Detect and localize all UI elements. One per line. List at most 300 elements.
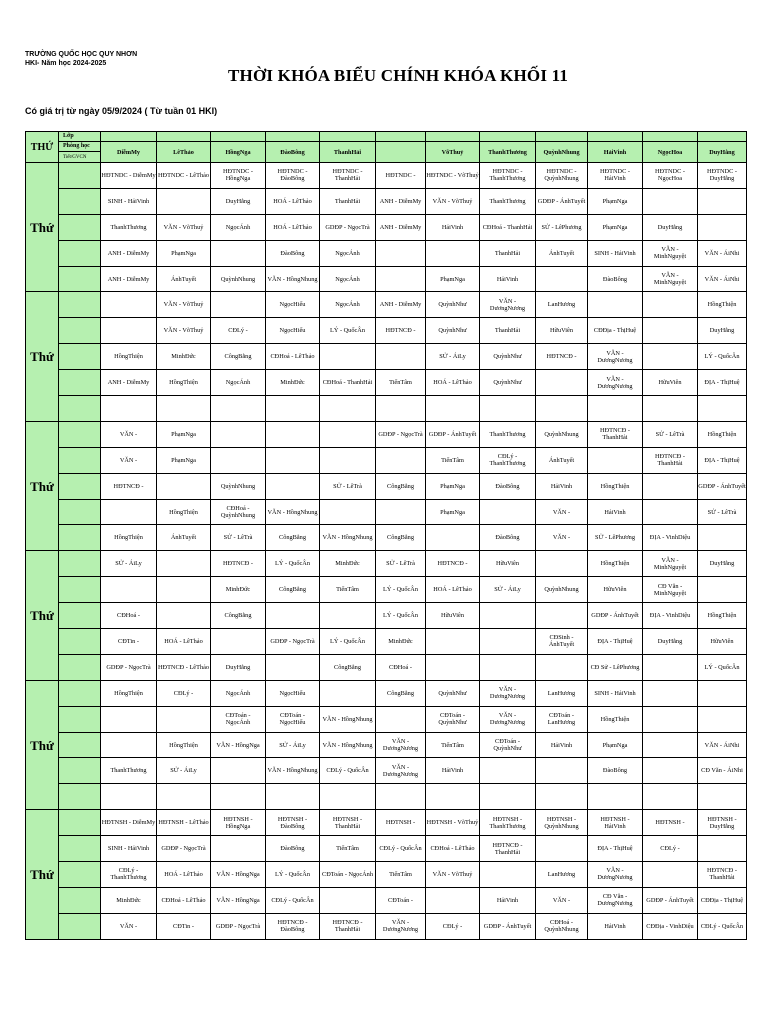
lesson-text: GDĐP - NgọcTrà [270,637,315,645]
lesson-cell [266,654,320,680]
lesson-text: SINH - HảiVinh [107,197,150,205]
lesson-cell [480,421,536,447]
lesson-cell [376,913,426,939]
lesson-cell [698,654,747,680]
period-cell [59,499,101,525]
period-cell [59,396,101,422]
lesson-cell [376,887,426,913]
lesson-text: SỬ - ÁiLy [170,767,197,775]
lesson-cell [211,163,266,189]
lesson-cell [376,473,426,499]
lesson-text: LanHương [547,689,576,697]
lesson-cell [376,706,426,732]
lesson-cell [698,396,747,422]
lesson-cell [698,188,747,214]
lesson-cell [211,396,266,422]
lesson-text: HĐTNSH - DuyHằng [707,815,737,830]
lesson-text: HĐTNSH - LêThảo [158,819,209,827]
header-blank-cell [376,132,426,142]
lesson-cell [643,913,698,939]
lesson-text: HĐTNDC - [385,171,416,179]
lesson-cell [426,706,480,732]
lesson-cell [211,577,266,603]
lesson-text: DuyHằng [709,560,735,568]
lesson-cell [426,214,480,240]
lesson-text: ĐàoBông [602,275,628,283]
lesson-cell [211,421,266,447]
lesson-text: HồngThiện [169,508,198,516]
lesson-cell [376,318,426,344]
period-cell [59,266,101,292]
lesson-cell [376,240,426,266]
lesson-text: VĂN - [552,534,571,542]
lesson-cell [211,292,266,318]
period-cell [59,706,101,732]
lesson-text: VĂN - MinhNguyệt [653,272,687,286]
lesson-cell [157,447,211,473]
lesson-text: HĐTNCĐ - ĐàoBông [277,919,308,934]
lesson-cell [320,499,376,525]
lesson-cell [211,499,266,525]
lesson-cell [480,318,536,344]
lesson-cell [588,421,643,447]
lesson-cell [211,447,266,473]
lesson-text: VĂN - VõThuỷ [163,327,204,335]
period-cell [59,732,101,758]
lesson-text: PhạmNga [440,482,465,490]
lesson-cell [266,836,320,862]
lesson-text: CĐHoá - QuỳnhNhung [544,919,579,934]
lesson-text: VĂN - HồngNhung [322,534,373,542]
lesson-text: SỬ - ÁiLy [439,353,466,361]
timetable-row [26,629,747,655]
lesson-cell [101,887,157,913]
lesson-text: CĐToán - NgọcHiếu [279,712,306,727]
lesson-cell [376,577,426,603]
lesson-text: HOÁ - LêThảo [273,223,312,231]
lesson-cell [536,292,588,318]
lesson-cell [101,654,157,680]
lesson-text: SỬ - ÁiLy [494,586,521,594]
lesson-cell [157,473,211,499]
lesson-text: CĐLý - QuốcÂn [271,896,314,904]
lesson-text: SINH - HảiVinh [594,689,636,697]
lesson-cell [211,862,266,888]
lesson-text: CĐLý - QuốcÂn [700,922,744,930]
lesson-cell [426,240,480,266]
lesson-cell [101,214,157,240]
lesson-cell [536,629,588,655]
lesson-text: ĐàoBông [280,845,305,853]
header-blank-cell [588,132,643,142]
lesson-cell [211,654,266,680]
lesson-text: ANH - DiễmMy [107,379,150,387]
lesson-text: HồngThiện [600,715,630,723]
lesson-text: HOÁ - LêThảo [164,870,203,878]
lesson-cell [480,163,536,189]
lesson-text: HảiVinh [496,275,519,283]
lesson-text: HĐTNSH - QuỳnhNhung [544,815,579,830]
timetable-row [26,836,747,862]
lesson-text: HồngThiện [707,612,737,620]
lesson-text: MinhĐức [388,637,413,645]
lesson-cell [101,603,157,629]
lesson-cell [536,706,588,732]
lesson-text: CĐ Văn - ÁiNhi [701,767,743,775]
lesson-text: CĐToán - NgọcÁnh [225,712,251,727]
lesson-cell [588,499,643,525]
lesson-text: HữuViên [550,327,573,335]
lesson-cell [588,810,643,836]
lesson-cell [266,577,320,603]
lesson-text: QuỳnhNhư [438,301,467,309]
lesson-text: HĐTNSH - HồngNga [223,815,253,830]
lesson-text: VĂN - DươngNương [489,297,526,312]
period-cell [59,810,101,836]
lesson-text: MinhĐức [280,379,305,387]
lesson-text: CĐLý - [660,845,680,853]
day-label: Thứ [26,421,59,550]
class-teacher-header: DuyHằng [698,142,747,163]
lesson-cell [536,421,588,447]
lesson-text: VĂN - [552,896,571,904]
lesson-cell [101,188,157,214]
lesson-text: HảiVinh [441,767,464,775]
lesson-text: VĂN - VõThuỷ [432,870,473,878]
lesson-cell [266,887,320,913]
lesson-text: CĐHoá - ThanhHải [322,379,373,387]
lesson-cell [426,370,480,396]
lesson-cell [101,292,157,318]
lesson-cell [426,810,480,836]
lesson-cell [643,629,698,655]
lesson-cell [320,292,376,318]
lesson-cell [266,292,320,318]
school-name: TRƯỜNG QUỐC HỌC QUY NHƠN [25,51,138,58]
lesson-text: CĐToán - NgọcÁnh [322,870,373,878]
lesson-cell [320,654,376,680]
lesson-cell [266,603,320,629]
period-cell [59,421,101,447]
lesson-cell [211,318,266,344]
lesson-cell [376,629,426,655]
lesson-cell [588,396,643,422]
period-cell [59,344,101,370]
timetable-row [26,266,747,292]
lesson-cell [157,266,211,292]
lesson-cell [588,654,643,680]
lesson-text: QuỳnhNhư [493,353,522,361]
lesson-text: HảiVinh [550,741,573,749]
lesson-cell [698,887,747,913]
lesson-cell [426,551,480,577]
class-teacher-header: NgọcHoa [643,142,698,163]
lesson-cell [643,292,698,318]
timetable-row [26,732,747,758]
lesson-cell [266,862,320,888]
lesson-cell [211,370,266,396]
lesson-text: DuyHằng [225,197,251,205]
lesson-cell [157,188,211,214]
lesson-cell [480,499,536,525]
lesson-text: HồngThiện [600,560,630,568]
lesson-text: HĐTNDC - DuyHằng [707,168,737,183]
lesson-cell [157,784,211,810]
lesson-text: HồngThiện [600,482,630,490]
lesson-cell [588,240,643,266]
lesson-cell [211,240,266,266]
lesson-text: ĐàoBông [495,534,520,542]
lesson-text: CĐ Văn - DươngNương [597,893,633,908]
lesson-text: ÁnhTuyết [170,534,197,542]
lesson-text: ĐỊA - VinhDiệu [649,612,691,620]
class-teacher-header: ThanhThương [480,142,536,163]
lesson-text: DuyHằng [225,663,251,671]
lesson-text: LÝ - QuốcÂn [330,327,365,335]
lesson-text: HĐTNDC - VõThuỷ [426,171,479,179]
lesson-cell [536,551,588,577]
lesson-cell [480,188,536,214]
lesson-cell [480,706,536,732]
period-cell [59,447,101,473]
lesson-cell [211,603,266,629]
lesson-cell [698,214,747,240]
lesson-cell [698,266,747,292]
lesson-cell [698,421,747,447]
lesson-text: CĐLý - [442,922,463,930]
lesson-cell [480,266,536,292]
lesson-text: GDĐP - ÁnhTuyết [698,482,746,490]
lesson-text: HĐTNSH - ThanhHải [332,815,363,830]
lesson-text: CĐTin - [118,637,139,645]
day-label: Thứ [26,163,59,292]
lesson-text: GDĐP - NgọcTrà [106,663,151,671]
lesson-cell [643,784,698,810]
period-cell [59,680,101,706]
lesson-cell [320,887,376,913]
lesson-text: CôngBằng [224,353,252,361]
lesson-cell [157,758,211,784]
period-cell [59,629,101,655]
lesson-text: CĐĐịa - ThịHuệ [593,327,637,335]
timetable-row [26,551,747,577]
lesson-text: VĂN - HồngNga [216,896,260,904]
lesson-cell [480,784,536,810]
lesson-cell [698,370,747,396]
header-blank-cell [698,132,747,142]
header-blank-cell [643,132,698,142]
lesson-text: ĐàoBông [280,249,305,257]
lesson-cell [376,344,426,370]
lesson-text: MinhĐức [225,586,251,594]
day-label: Thứ [26,551,59,680]
lesson-cell [320,629,376,655]
lesson-cell [643,603,698,629]
lesson-cell [320,525,376,551]
lesson-text: CôngBằng [279,534,306,542]
lesson-text: ANH - DiễmMy [379,301,422,309]
lesson-text: NgọcÁnh [225,379,251,387]
class-teacher-header: HảiVinh [588,142,643,163]
lesson-text: CĐToán - QuỳnhNhư [438,712,467,727]
lesson-cell [536,396,588,422]
lesson-text: VĂN - DươngNương [382,738,419,753]
lesson-cell [211,473,266,499]
lesson-cell [376,525,426,551]
period-cell [59,292,101,318]
lesson-text: ĐỊA - ThịHuệ [597,637,633,645]
lesson-cell [588,266,643,292]
lesson-text: SỬ - LêPhương [595,534,635,542]
lesson-text: HĐTNDC - HảiVinh [600,168,630,183]
lesson-cell [266,240,320,266]
class-teacher-header: ThanhHải [320,142,376,163]
lesson-text: HồngThiện [114,534,143,542]
lesson-cell [211,810,266,836]
lesson-cell [266,163,320,189]
lesson-text: CĐLý - QuốcÂn [379,845,422,853]
thu-header: THỨ [26,132,59,163]
lesson-cell [536,318,588,344]
lesson-cell [157,396,211,422]
lesson-text: ThanhThương [110,223,147,231]
lesson-text: VĂN - [119,430,138,438]
lesson-cell [320,810,376,836]
lesson-cell [157,603,211,629]
lesson-cell [588,577,643,603]
lesson-cell [480,344,536,370]
day-label: Thứ [26,292,59,421]
lesson-cell [426,862,480,888]
lesson-cell [376,421,426,447]
lesson-cell [376,499,426,525]
lesson-cell [480,680,536,706]
lesson-cell [157,551,211,577]
lesson-cell [320,396,376,422]
header-blank-cell [266,132,320,142]
lesson-text: SINH - HảiVinh [594,249,636,257]
lesson-cell [536,577,588,603]
class-teacher-header: ĐàoBông [266,142,320,163]
period-cell [59,577,101,603]
lesson-cell [698,758,747,784]
timetable-row [26,163,747,189]
timetable-row [26,862,747,888]
lesson-cell [588,447,643,473]
lesson-cell [266,732,320,758]
lesson-text: HĐTNSH - DiễmMy [101,819,156,827]
lesson-text: HĐTNCĐ - [385,327,416,335]
lesson-cell [536,758,588,784]
timetable-row [26,810,747,836]
lesson-text: HĐTNDC - QuỳnhNhung [544,168,579,183]
lesson-text: LÝ - QuốcÂn [704,353,740,361]
timetable-row [26,292,747,318]
lesson-cell [536,188,588,214]
lesson-cell [643,499,698,525]
header-blank-cell [426,132,480,142]
timetable-row [26,473,747,499]
lesson-cell [157,163,211,189]
lesson-cell [480,913,536,939]
lesson-text: HảiVinh [496,896,519,904]
lesson-text: CĐLý - [228,327,248,335]
timetable-row [26,758,747,784]
lesson-cell [320,680,376,706]
lesson-text: SỬ - LêTrà [707,508,737,516]
lesson-cell [320,344,376,370]
lesson-text: MinhĐức [116,896,141,904]
lesson-text: CĐHoá - ThanhHải [482,223,533,231]
lesson-cell [643,266,698,292]
class-teacher-header [376,142,426,163]
lesson-text: ThanhThương [489,430,526,438]
timetable-row [26,396,747,422]
lesson-text: HĐTNCĐ - [437,560,468,568]
lesson-cell [480,473,536,499]
lesson-cell [480,654,536,680]
period-cell [59,240,101,266]
lesson-cell [320,577,376,603]
lesson-text: GDĐP - ÁnhTuyết [591,612,639,620]
lesson-cell [426,292,480,318]
lesson-cell [536,810,588,836]
lesson-cell [698,706,747,732]
lesson-cell [536,240,588,266]
lesson-text: DuyHằng [657,223,683,231]
lesson-text: HồngThiện [114,689,143,697]
lesson-cell [376,163,426,189]
lesson-cell [266,758,320,784]
lesson-text: VĂN - DươngNương [382,763,419,778]
lesson-cell [157,370,211,396]
lesson-text: CôngBằng [387,689,414,697]
lesson-cell [480,214,536,240]
lesson-cell [266,629,320,655]
lesson-text: HồngThiện [169,741,198,749]
lesson-cell [376,551,426,577]
lesson-text: HĐTNDC - ĐàoBông [277,168,308,183]
lesson-cell [157,862,211,888]
lesson-text: HĐTNCĐ - ThanhHải [707,867,737,882]
lesson-cell [211,706,266,732]
lesson-cell [101,732,157,758]
lesson-cell [157,499,211,525]
lesson-text: CĐLý - [173,689,194,697]
lesson-text: CĐHoá - LêThảo [161,896,206,904]
lesson-text: HồngThiện [169,379,198,387]
lesson-cell [426,421,480,447]
label-gvcn: Tiết/GVCN [59,152,101,163]
lesson-cell [211,344,266,370]
lesson-cell [426,473,480,499]
lesson-text: QuỳnhNhư [438,689,467,697]
lesson-cell [698,499,747,525]
lesson-text: HồngThiện [707,301,737,309]
lesson-text: VĂN - DươngNương [489,712,526,727]
lesson-text: GDĐP - NgọcTrà [215,922,261,930]
lesson-cell [480,629,536,655]
lesson-cell [588,913,643,939]
lesson-text: MinhĐức [171,353,196,361]
lesson-text: GDĐP - NgọcTrà [161,845,206,853]
lesson-cell [101,680,157,706]
lesson-text: GDĐP - ÁnhTuyết [428,430,477,438]
lesson-text: HĐTNCĐ - LêThảo [157,663,210,671]
label-lop: Lớp [59,132,101,142]
lesson-cell [480,577,536,603]
lesson-text: PhạmNga [171,430,196,438]
